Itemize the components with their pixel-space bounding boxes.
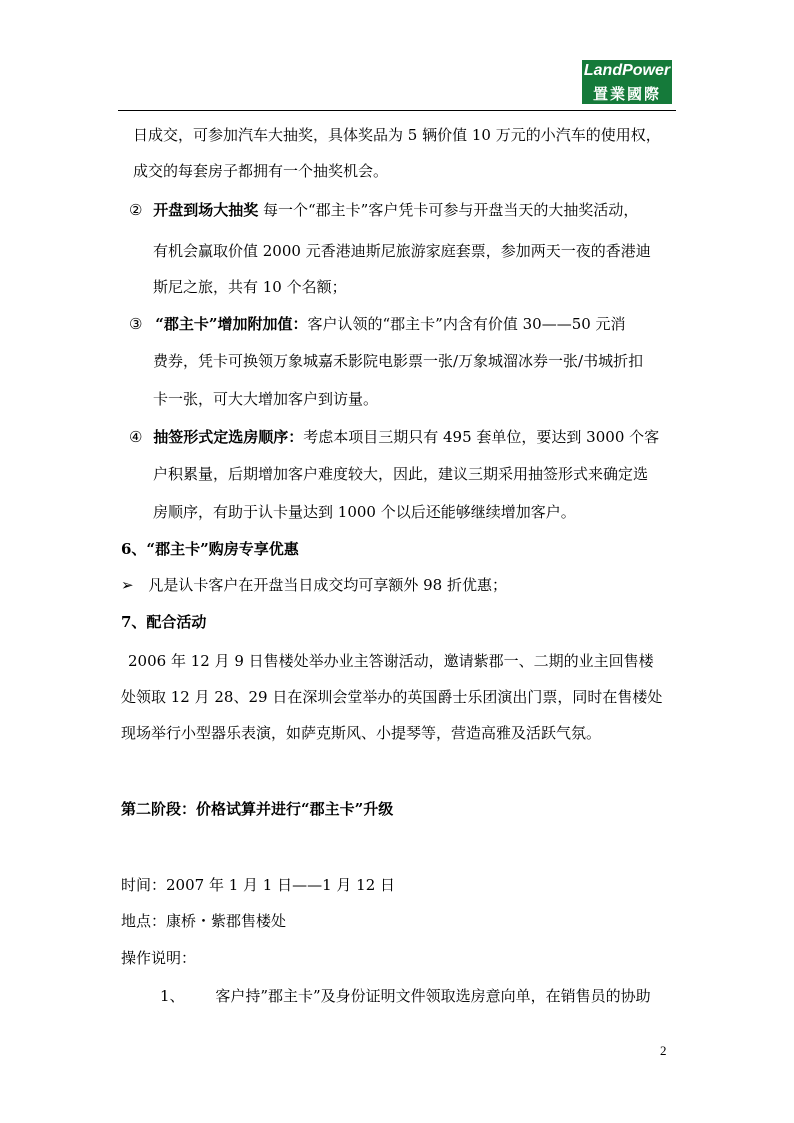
phase-heading: 第二阶段：价格试算并进行“郡主卡”升级 xyxy=(121,800,394,818)
logo-text-cn: 置業國際 xyxy=(592,85,661,103)
paragraph-line: 2006 年 12 月 9 日售楼处举办业主答谢活动，邀请紫郡一、二期的业主回售楼 xyxy=(128,652,654,670)
list-item xyxy=(129,200,638,220)
paragraph-line: 处领取 12 月 28、29 日在深圳会堂举办的英国爵士乐团演出门票，同时在售楼处 xyxy=(121,688,663,706)
section-heading: 7、配合活动 xyxy=(121,613,207,631)
paragraph-line: 卡一张，可大大增加客户到访量。 xyxy=(153,390,379,408)
header-rule xyxy=(118,110,676,111)
page-number: 2 xyxy=(660,1043,667,1058)
item-number: ④ xyxy=(129,428,143,446)
list-item xyxy=(129,314,626,334)
item-number: ③ xyxy=(129,315,143,333)
paragraph-line: 斯尼之旅，共有 10 个名额； xyxy=(153,278,347,296)
bullet-item xyxy=(121,575,507,595)
paragraph-line: 户积累量，后期增加客户难度较大，因此，建议三期采用抽签形式来确定选 xyxy=(153,465,649,483)
bullet-text: 凡是认卡客户在开盘当日成交均可享额外 98 折优惠； xyxy=(148,576,507,594)
place-line: 地点：康桥・紫郡售楼处 xyxy=(121,912,287,930)
paragraph-line: 成交的每套房子都拥有一个抽奖机会。 xyxy=(133,162,389,180)
item-text: 每一个“郡主卡”客户凭卡可参与开盘当天的大抽奖活动， xyxy=(258,201,639,219)
item-text: 考虑本项目三期只有 495 套单位，要达到 3000 个客 xyxy=(303,428,660,446)
item-title: 开盘到场大抽奖 xyxy=(153,201,259,219)
paragraph-line: 有机会赢取价值 2000 元香港迪斯尼旅游家庭套票，参加两天一夜的香港迪 xyxy=(153,242,651,260)
paragraph-line: 费券，凭卡可换领万象城嘉禾影院电影票一张/万象城溜冰券一张/书城折扣 xyxy=(153,352,644,370)
paragraph-line: 房顺序，有助于认卡量达到 1000 个以后还能够继续增加客户。 xyxy=(153,503,576,521)
paragraph-line: 日成交，可参加汽车大抽奖，具体奖品为 5 辆价值 10 万元的小汽车的使用权， xyxy=(133,126,661,144)
step-text: 客户持”郡主卡”及身份证明文件领取选房意向单，在销售员的协助 xyxy=(215,987,651,1005)
item-text: 客户认领的“郡主卡”内含有价值 30——50 元消 xyxy=(307,315,626,333)
paragraph-line: 现场举行小型器乐表演，如萨克斯风、小提琴等，营造高雅及活跃气氛。 xyxy=(121,724,602,742)
bullet-icon: ➢ xyxy=(121,576,134,594)
step-number: 1、 xyxy=(160,987,185,1005)
list-item xyxy=(129,427,659,447)
item-title: “郡主卡”增加附加值： xyxy=(155,315,308,333)
logo-text-en: LandPower xyxy=(583,62,671,79)
time-line: 时间：2007 年 1 月 1 日——1 月 12 日 xyxy=(121,876,396,894)
ops-label: 操作说明： xyxy=(121,949,197,967)
section-heading: 6、“郡主卡”购房专享优惠 xyxy=(121,540,299,558)
item-number: ② xyxy=(129,201,143,219)
logo xyxy=(582,60,672,104)
item-title: 抽签形式定选房顺序： xyxy=(153,428,304,446)
step-item xyxy=(160,986,651,1006)
